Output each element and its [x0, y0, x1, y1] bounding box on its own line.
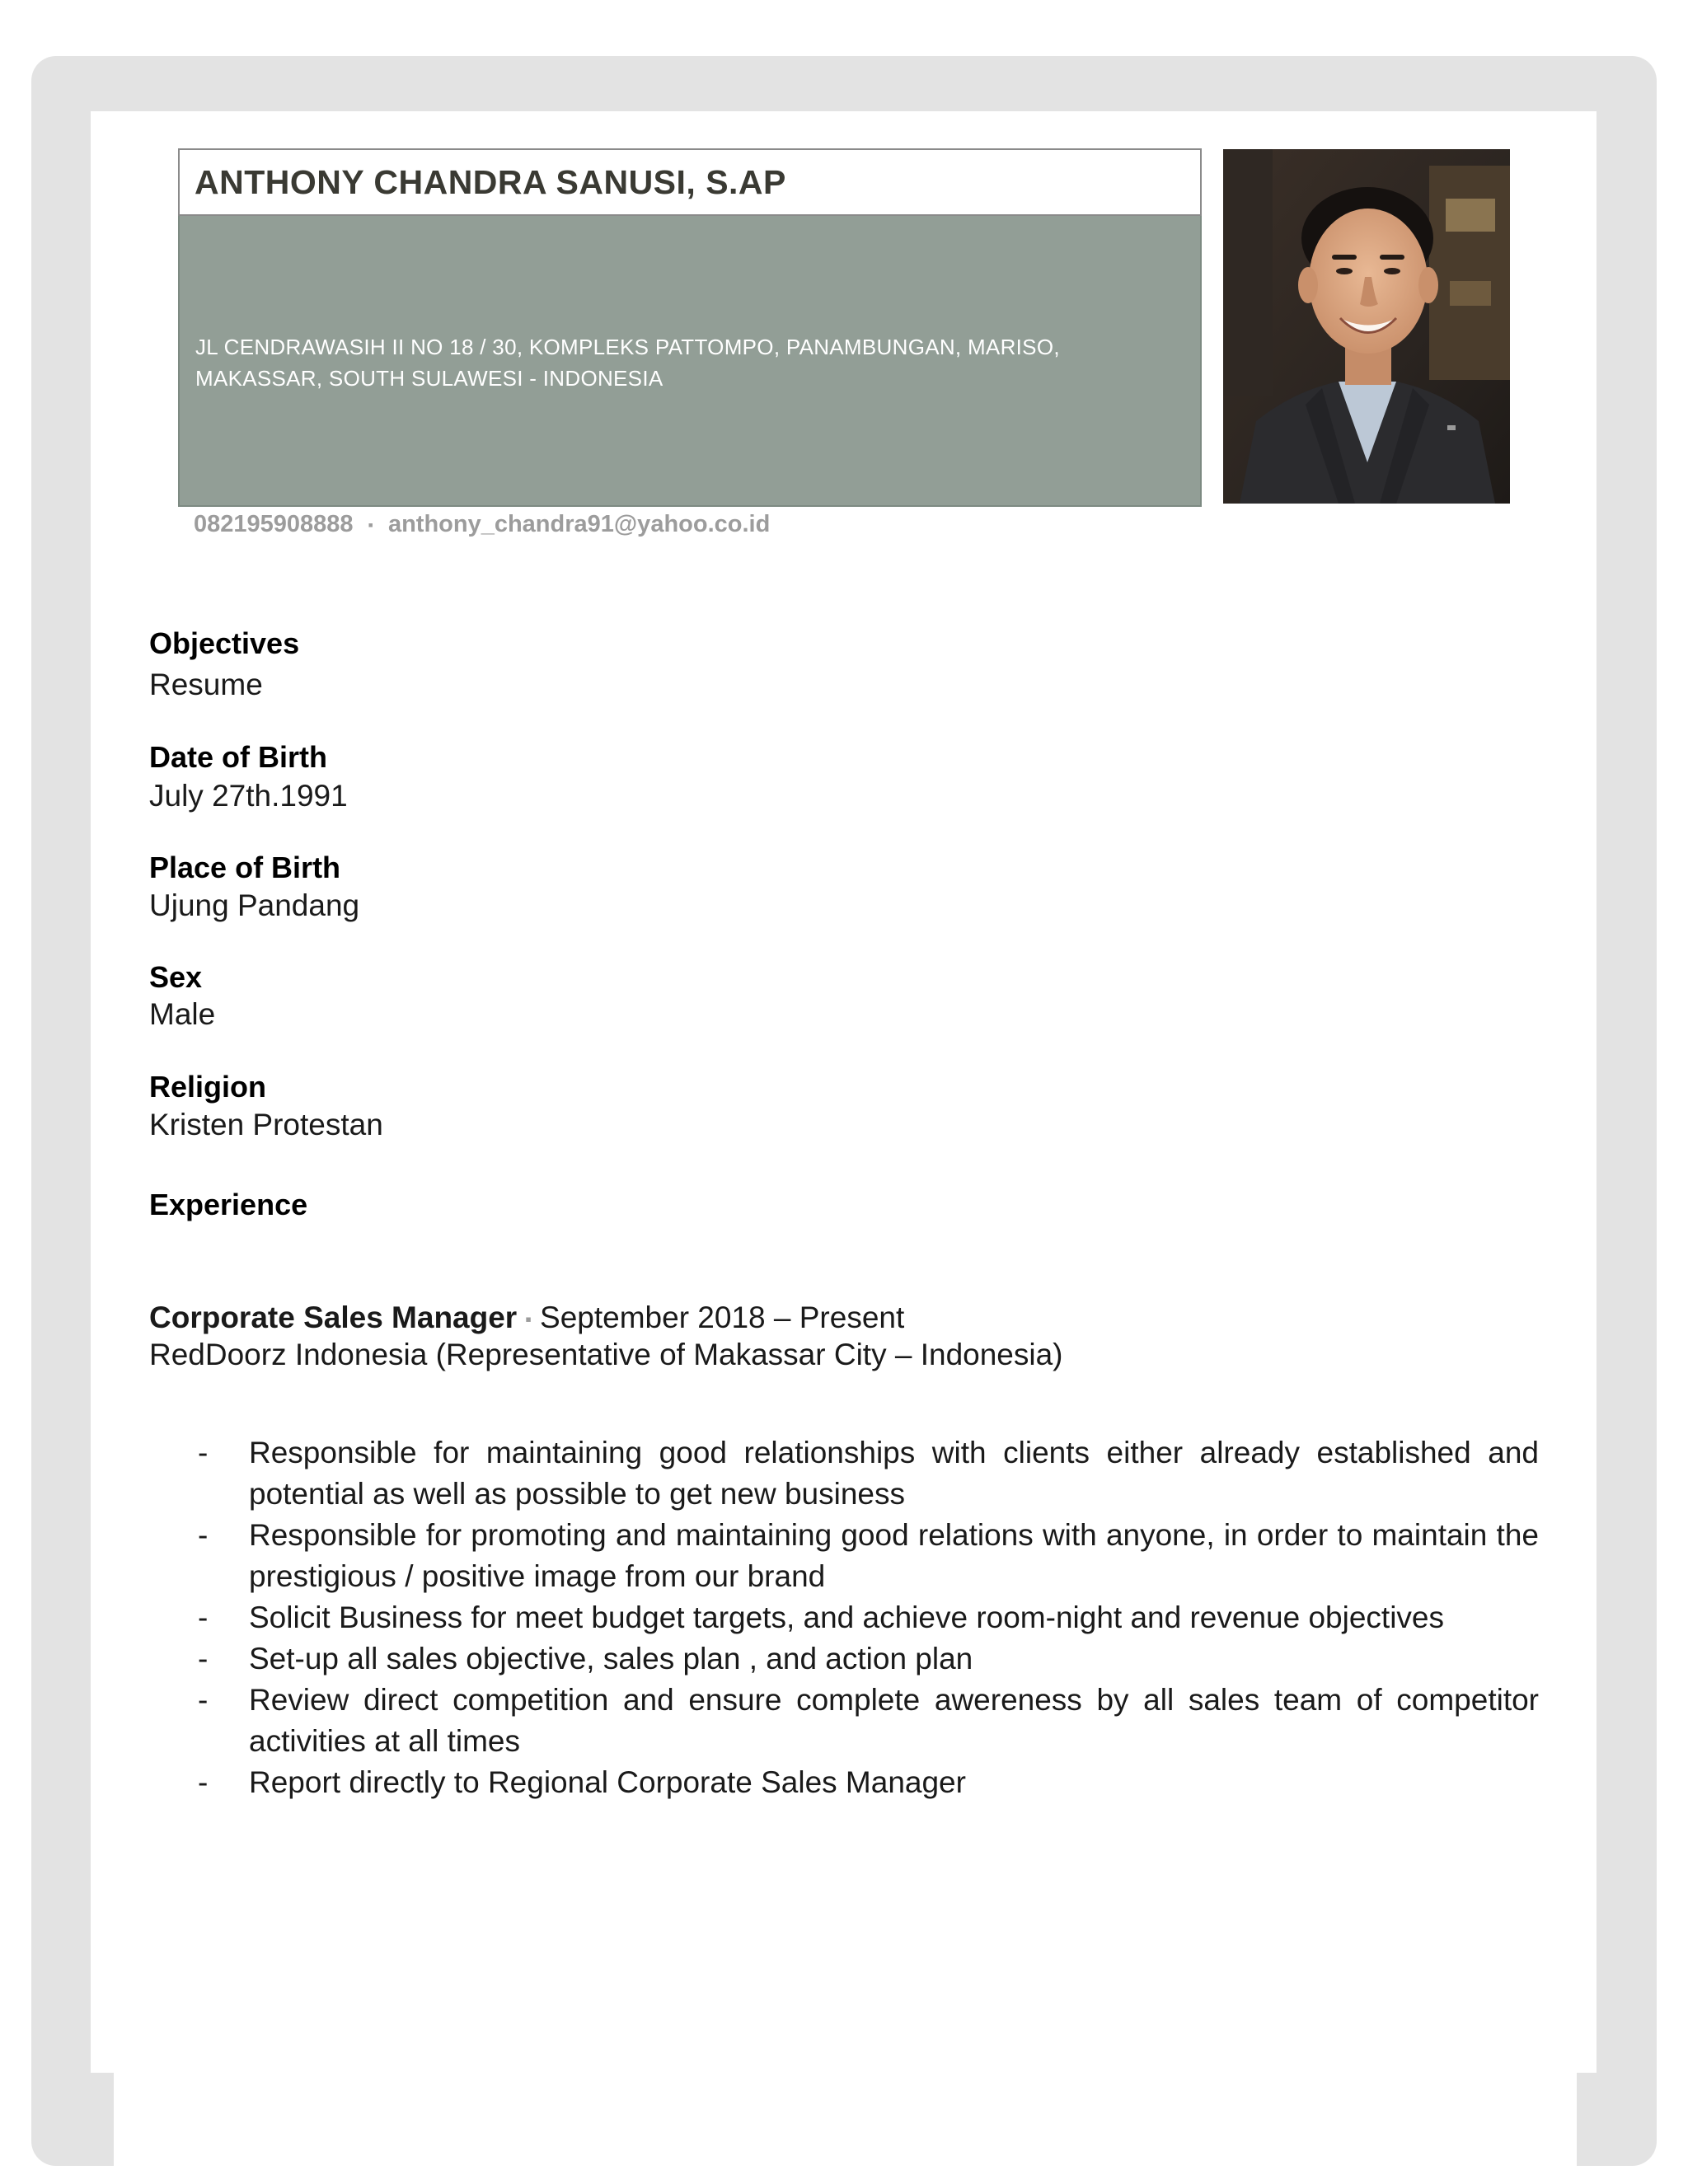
list-item: [149, 1638, 1539, 1680]
address-text: JL CENDRAWASIH II NO 18 / 30, KOMPLEKS PATTOMPO, PANAMBUNGAN, MARISO, MAKASSAR, SOUTH SULAWESI - INDONESIA: [195, 335, 1060, 391]
job-company: RedDoorz Indonesia (Representative of Makassar City – Indonesia): [149, 1338, 1063, 1371]
list-item: [149, 1597, 1539, 1638]
bullet-dash: -: [198, 1518, 209, 1552]
candidate-name: ANTHONY CHANDRA SANUSI, S.AP: [195, 163, 786, 201]
sex-value: Male: [149, 997, 216, 1031]
duty-text: Set-up all sales objective, sales plan , and action plan: [249, 1642, 973, 1675]
job-title-line: [149, 1301, 904, 1335]
bullet-dash: -: [198, 1436, 209, 1469]
bullet-dash: -: [198, 1601, 209, 1634]
list-item: [149, 1680, 1539, 1762]
list-item: [149, 1515, 1539, 1597]
religion-value: Kristen Protestan: [149, 1108, 383, 1141]
sex-label: Sex: [149, 960, 203, 994]
job-separator: ▪: [525, 1309, 532, 1330]
bullet-dash: -: [198, 1765, 209, 1799]
duty-list: [149, 1432, 1539, 1803]
contact-line: [194, 511, 770, 538]
page-sheet: [114, 298, 1577, 2184]
religion-label: Religion: [149, 1070, 266, 1104]
duty-text: Report directly to Regional Corporate Sales Manager: [249, 1765, 966, 1799]
job-title: Corporate Sales Manager: [149, 1301, 518, 1334]
duty-text: Responsible for maintaining good relationships with clients either already established and potential as well as possible to get new business: [249, 1436, 1539, 1511]
duty-text: Review direct competition and ensure complete awereness by all sales team of competitor activities at all times: [249, 1683, 1539, 1758]
profile-photo: [1223, 149, 1510, 504]
contact-separator: ▪: [368, 516, 373, 533]
duty-text: Solicit Business for meet budget targets, and achieve room-night and revenue objectives: [249, 1601, 1444, 1634]
dob-label: Date of Birth: [149, 740, 327, 774]
duty-text: Responsible for promoting and maintaining good relations with anyone, in order to maintain the prestigious / positive image from our brand: [249, 1518, 1539, 1593]
objectives-value: Resume: [149, 668, 263, 701]
bullet-dash: -: [198, 1683, 209, 1717]
objectives-label: Objectives: [149, 626, 300, 660]
name-box: [178, 148, 1202, 216]
list-item: [149, 1432, 1539, 1515]
job-period: September 2018 – Present: [540, 1301, 905, 1334]
address-band: [178, 216, 1202, 507]
list-item: [149, 1762, 1539, 1803]
pob-value: Ujung Pandang: [149, 888, 360, 922]
bullet-dash: -: [198, 1642, 209, 1675]
dob-value: July 27th.1991: [149, 779, 348, 813]
pob-label: Place of Birth: [149, 851, 341, 884]
phone-number: 082195908888: [194, 511, 354, 537]
email-address: anthony_chandra91@yahoo.co.id: [387, 511, 771, 537]
experience-label: Experience: [149, 1188, 308, 1221]
